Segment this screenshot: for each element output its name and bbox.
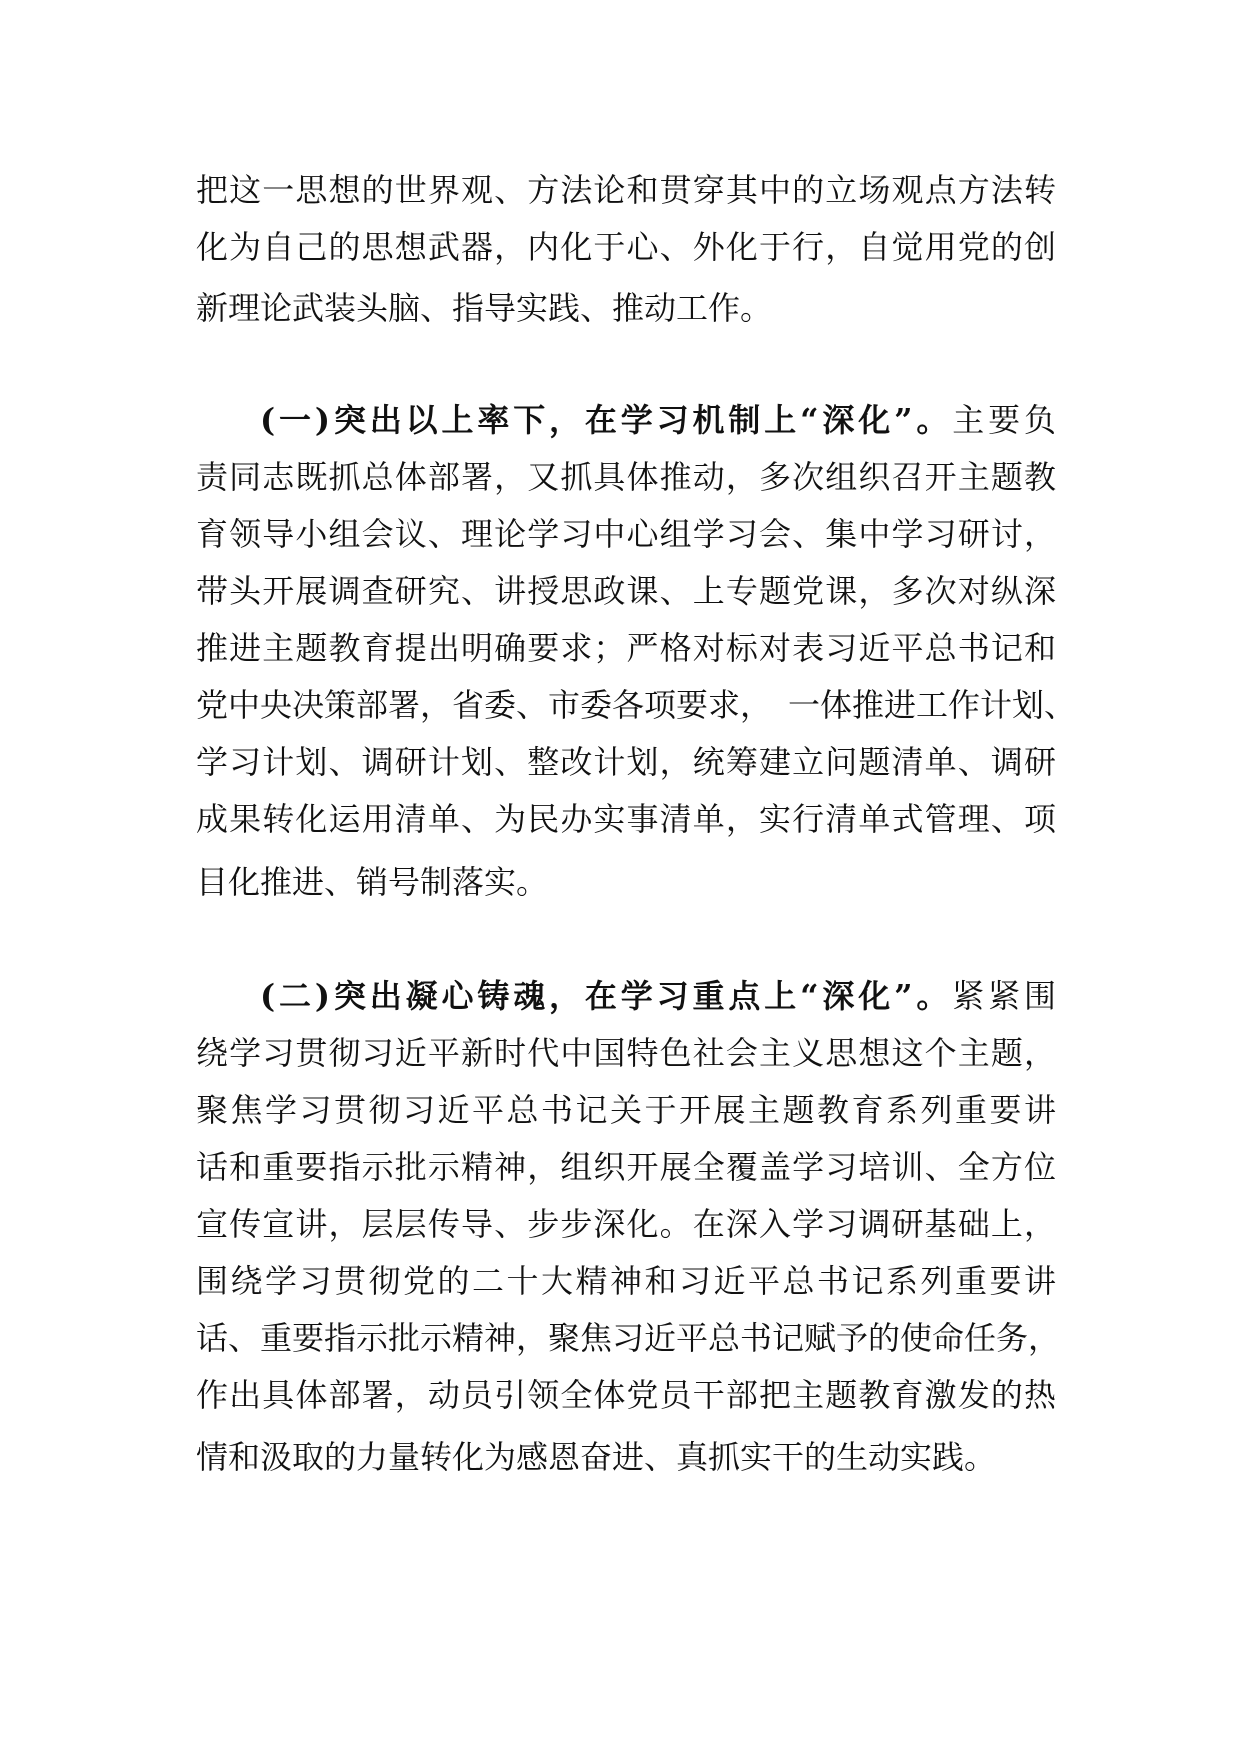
- section-two-line-4: 宣传宣讲，层层传导、步步深化。在深入学习调研基础上，: [196, 1205, 1056, 1243]
- section-one-line-8: 目化推进、销号制落实。: [196, 863, 549, 901]
- section-two-line-3: 话和重要指示批示精神，组织开展全覆盖学习培训、全方位: [196, 1148, 1056, 1186]
- section-one-line-7: 成果转化运用清单、为民办实事清单，实行清单式管理、项: [196, 800, 1056, 838]
- section-one-line-2: 育领导小组会议、理论学习中心组学习会、集中学习研讨，: [196, 515, 1056, 553]
- section-two-line-1: 绕学习贯彻习近平新时代中国特色社会主义思想这个主题，: [196, 1034, 1056, 1072]
- section-two-first-line: [260, 976, 1056, 1016]
- section-two-line-8: 情和汲取的力量转化为感恩奋进、真抓实干的生动实践。: [196, 1438, 997, 1476]
- section-one-line-3: 带头开展调查研究、讲授思政课、上专题党课，多次对纵深: [196, 572, 1056, 610]
- section-two-line-2: 聚焦学习贯彻习近平总书记关于开展主题教育系列重要讲: [196, 1091, 1056, 1129]
- section-two-line-7: 作出具体部署，动员引领全体党员干部把主题教育激发的热: [196, 1376, 1056, 1414]
- section-one-first-line-rest: 主要负: [952, 401, 1056, 439]
- section-one-line-1: 责同志既抓总体部署，又抓具体推动，多次组织召开主题教: [196, 458, 1056, 496]
- intro-line-1: 把这一思想的世界观、方法论和贯穿其中的立场观点方法转: [196, 171, 1056, 209]
- section-one-line-4: 推进主题教育提出明确要求；严格对标对表习近平总书记和: [196, 629, 1056, 667]
- section-one-line-5: 党中央决策部署，省委、市委各项要求， 一体推进工作计划、: [196, 686, 1077, 724]
- section-two-heading: (二)突出凝心铸魂，在学习重点上“深化”。: [260, 977, 953, 1015]
- section-two-line-5: 围绕学习贯彻党的二十大精神和习近平总书记系列重要讲: [196, 1262, 1056, 1300]
- section-two-first-line-rest: 紧紧围: [952, 977, 1056, 1015]
- section-one-heading: (一)突出以上率下，在学习机制上“深化”。: [260, 401, 953, 439]
- intro-line-2: 化为自己的思想武器，内化于心、外化于行，自觉用党的创: [196, 228, 1056, 266]
- section-one-first-line: [260, 400, 1056, 440]
- section-two-line-6: 话、重要指示批示精神，聚焦习近平总书记赋予的使命任务，: [196, 1319, 1061, 1357]
- section-one-line-6: 学习计划、调研计划、整改计划，统筹建立问题清单、调研: [196, 743, 1056, 781]
- intro-line-3: 新理论武装头脑、指导实践、推动工作。: [196, 289, 773, 327]
